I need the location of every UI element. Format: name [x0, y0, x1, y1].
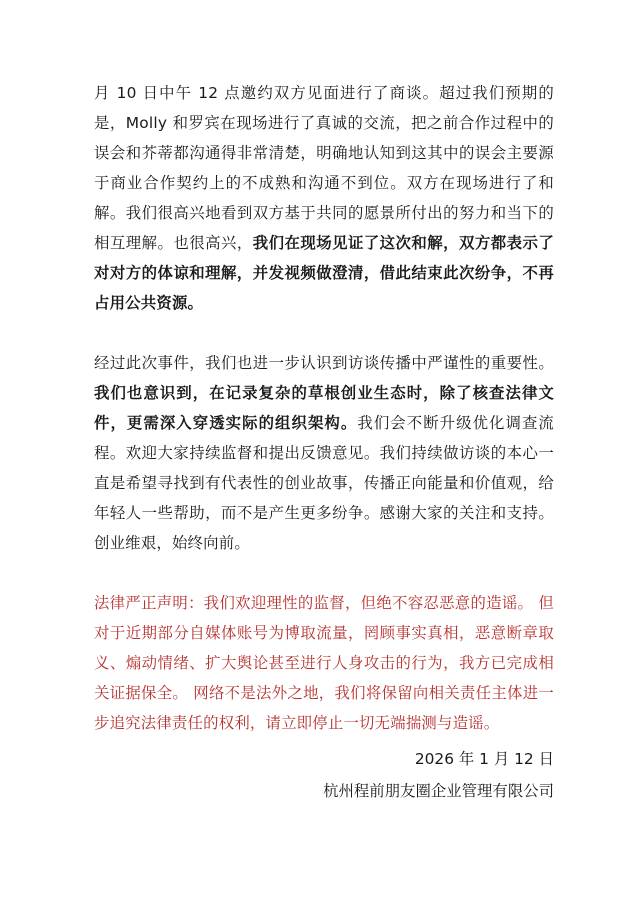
signature-company: 杭州程前朋友圈企业管理有限公司 [323, 782, 554, 800]
legal-statement: 法律严正声明：我们欢迎理性的监督，但绝不容忍恶意的造谣。 但对于近期部分自媒体账号为博取流量，罔顾事实真相，恶意断章取义、煽动情绪、扩大舆论甚至进行人身攻击的行为，我方已完成相关证据保全。 网络不是法外之地，我们将保留向相关责任主体进一步追究法律责任的权利，请立即停止一切无端揣测与造谣。 [94, 594, 554, 732]
paragraph-reflection-bold: 我们也意识到，在记录复杂的草根创业生态时，除了核查法律文件，更需深入穿透实际的组织架构。 [94, 384, 554, 432]
paragraph-reconciliation [94, 78, 554, 318]
paragraph-reflection-text-b: 我们会不断升级优化调查流程。欢迎大家持续监督和提出反馈意见。我们持续做访谈的本心一直是希望寻找到有代表性的创业故事，传播正向能量和价值观，给年轻人一些帮助，而不是产生更多纷争。感谢大家的关注和支持。创业维艰，始终向前。 [94, 414, 555, 552]
paragraph-reconciliation-text: 月 10 日中午 12 点邀约双方见面进行了商谈。超过我们预期的是，Molly 和罗宾在现场进行了真诚的交流，把之前合作过程中的误会和芥蒂都沟通得非常清楚，明确地认知到这其中的误会主要源于商业合作契约上的不成熟和沟通不到位。双方在现场进行了和解。我们很高兴地看到双方基于共同的愿景所付出的努力和当下的相互理解。也很高兴， [94, 84, 554, 252]
signature-block [94, 744, 554, 808]
paragraph-reflection [94, 348, 554, 558]
paragraph-reflection-text-a: 经过此次事件，我们也进一步认识到访谈传播中严谨性的重要性。 [94, 354, 554, 372]
statement-document [94, 78, 554, 808]
paragraph-reconciliation-bold: 我们在现场见证了这次和解，双方都表示了对对方的体谅和理解，并发视频做澄清，借此结束此次纷争，不再占用公共资源。 [94, 234, 554, 312]
signature-date: 2026 年 1 月 12 日 [414, 750, 554, 768]
